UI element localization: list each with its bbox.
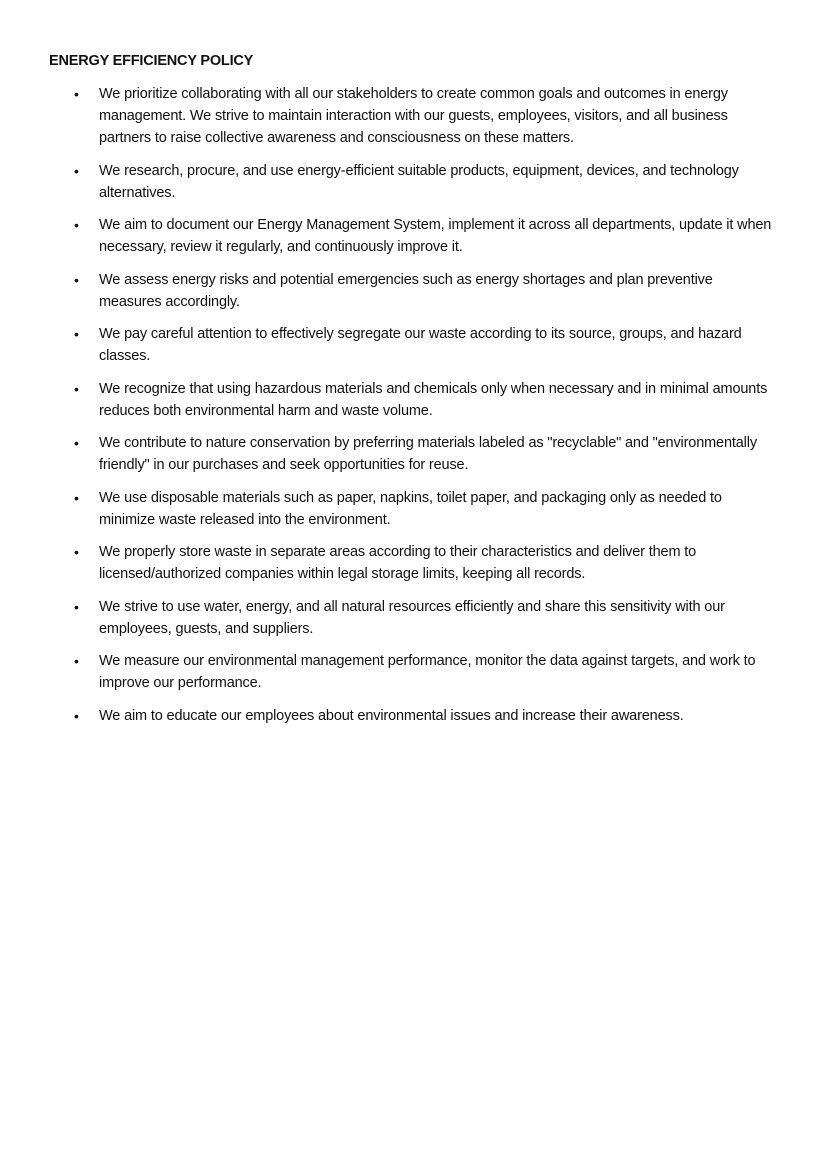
policy-item bbox=[49, 269, 775, 313]
policy-item bbox=[49, 214, 775, 258]
policy-item-text: We assess energy risks and potential emergencies such as energy shortages and plan preventive measures accordingly. bbox=[99, 271, 713, 310]
policy-item bbox=[49, 596, 775, 640]
policy-item bbox=[49, 705, 775, 727]
policy-item bbox=[49, 650, 775, 694]
policy-item bbox=[49, 432, 775, 476]
bullet-icon: • bbox=[74, 326, 79, 342]
bullet-icon: • bbox=[74, 162, 79, 179]
bullet-icon: • bbox=[74, 489, 79, 506]
policy-item-text: We contribute to nature conservation by preferring materials labeled as "recyclable" and "environmentally friendly" in our purchases and seek opportunities for reuse. bbox=[99, 435, 757, 473]
policy-item-text: We research, procure, and use energy-efficient suitable products, equipment, devices, and technology alternatives. bbox=[99, 162, 739, 201]
bullet-icon: • bbox=[74, 544, 79, 560]
policy-item-text: We recognize that using hazardous materials and chemicals only when necessary and in minimal amounts reduces both environmental harm and waste volume. bbox=[99, 380, 768, 419]
policy-item bbox=[49, 83, 775, 149]
bullet-icon: • bbox=[74, 707, 79, 724]
policy-item-text: We aim to document our Energy Management System, implement it across all departments, update it when necessary, review it regularly, and continuously improve it. bbox=[99, 217, 772, 255]
policy-item bbox=[49, 378, 775, 422]
policy-item-text: We strive to use water, energy, and all natural resources efficiently and share this sensitivity with our employees, guests, and suppliers. bbox=[99, 598, 725, 637]
policy-item-text: We prioritize collaborating with all our stakeholders to create common goals and outcomes in energy management. We strive to maintain interaction with our guests, employees, visitors, and all business partners to raise collective awareness and consciousness on these matters. bbox=[99, 86, 728, 146]
bullet-icon: • bbox=[74, 598, 79, 615]
policy-item bbox=[49, 487, 775, 531]
document-title: ENERGY EFFICIENCY POLICY bbox=[49, 53, 254, 69]
bullet-icon: • bbox=[74, 86, 79, 102]
policy-item bbox=[49, 323, 775, 367]
policy-item-text: We properly store waste in separate areas according to their characteristics and deliver them to licensed/authorized companies within legal storage limits, keeping all records. bbox=[99, 544, 697, 582]
policy-item bbox=[49, 541, 775, 585]
bullet-icon: • bbox=[74, 271, 79, 288]
policy-item-text: We use disposable materials such as paper, napkins, toilet paper, and packaging only as needed to minimize waste released into the environment. bbox=[99, 489, 722, 528]
bullet-icon: • bbox=[74, 653, 79, 669]
bullet-icon: • bbox=[74, 217, 79, 233]
policy-item bbox=[49, 160, 775, 204]
policy-item-text: We measure our environmental management performance, monitor the data against targets, and work to improve our performance. bbox=[99, 653, 756, 691]
policy-item-text: We aim to educate our employees about environmental issues and increase their awareness. bbox=[99, 707, 684, 724]
policy-item-text: We pay careful attention to effectively segregate our waste according to its source, groups, and hazard classes. bbox=[99, 326, 742, 364]
bullet-icon: • bbox=[74, 435, 79, 451]
bullet-icon: • bbox=[74, 380, 79, 397]
policy-list bbox=[49, 83, 775, 727]
